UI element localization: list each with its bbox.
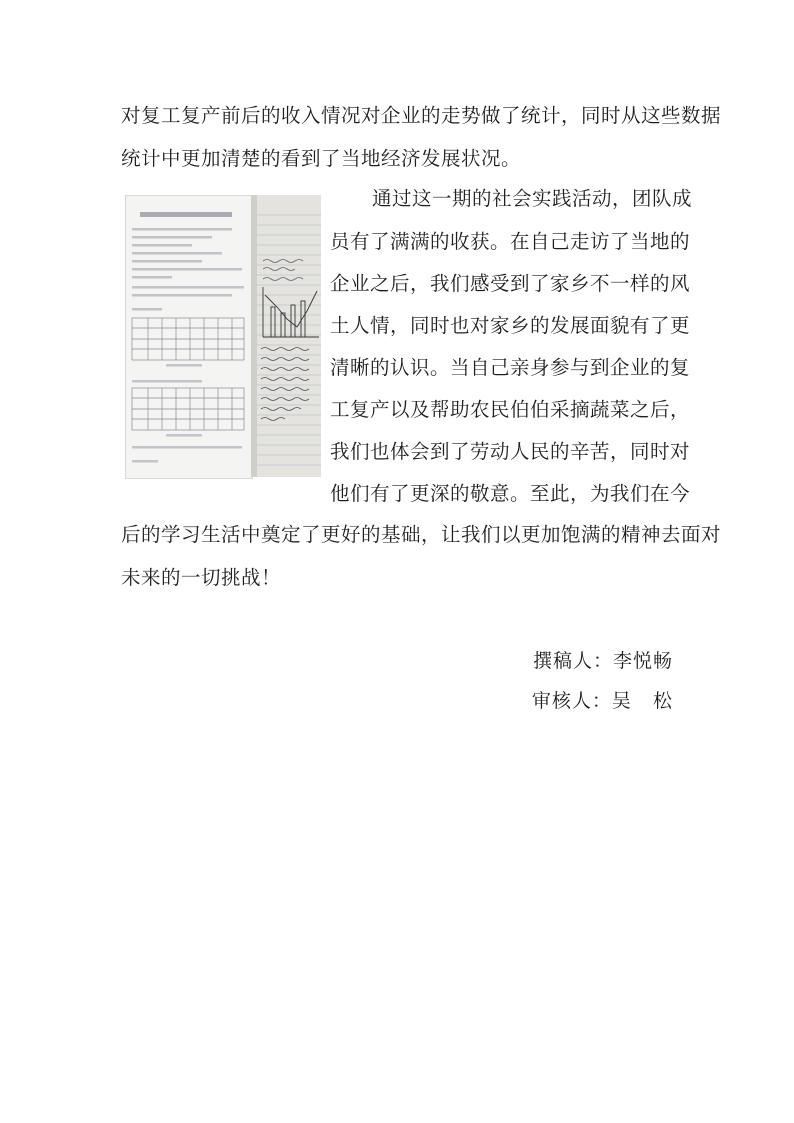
reviewer-signature: 审核人：吴 松: [531, 690, 673, 712]
survey-table-photo: [125, 195, 253, 479]
author-signature: 撰稿人：李悦畅: [532, 650, 673, 672]
paragraph2-line7: 我们也体会到了劳动人民的辛苦，同时对: [330, 440, 691, 463]
paragraph2-line3: 企业之后，我们感受到了家乡不一样的风: [330, 272, 691, 295]
paragraph2-line2: 员有了满满的收获。在自己走访了当地的: [330, 230, 691, 253]
paragraph2-line4: 土人情，同时也对家乡的发展面貌有了更: [330, 314, 691, 337]
paragraph1-line1: 对复工复产前后的收入情况对企业的走势做了统计，同时从这些数据: [121, 104, 722, 127]
paragraph2-line8: 他们有了更深的敬意。至此，为我们在今: [330, 482, 691, 505]
paragraph2-line6: 工复产以及帮助农民伯伯采摘蔬菜之后，: [330, 398, 691, 421]
paragraph2-line10: 未来的一切挑战！: [121, 566, 282, 589]
paragraph2-line1: 通过这一期的社会实践活动，团队成: [372, 187, 693, 210]
paragraph1-line2: 统计中更加清楚的看到了当地经济发展状况。: [121, 147, 522, 170]
notebook-chart-photo: [251, 195, 321, 477]
paragraph2-line9: 后的学习生活中奠定了更好的基础，让我们以更加饱满的精神去面对: [121, 523, 722, 546]
paragraph2-line5: 清晰的认识。当自己亲身参与到企业的复: [330, 356, 691, 379]
